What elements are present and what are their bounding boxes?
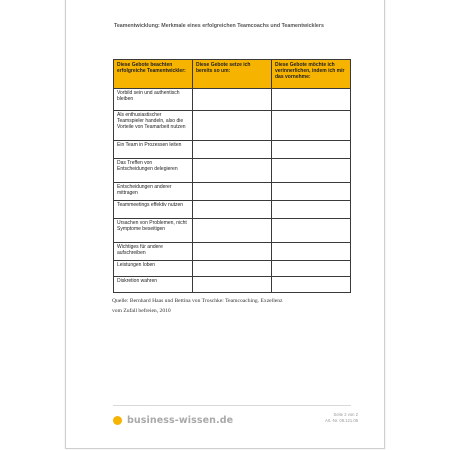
column-header-vornehmen: Diese Gebote möchte ich verinnerlichen, indem ich mir das vornehme: <box>272 60 351 89</box>
table-header-row <box>114 60 351 89</box>
business-wissen-logo <box>113 413 233 427</box>
vornehmen-cell <box>272 218 351 242</box>
vornehmen-cell <box>272 88 351 110</box>
table-row <box>114 260 351 276</box>
vornehmen-cell <box>272 260 351 276</box>
gebot-cell: Entscheidungen anderer mittragen <box>114 182 193 200</box>
bereits-cell <box>193 110 272 140</box>
footer-info <box>325 412 358 424</box>
vornehmen-cell <box>272 140 351 158</box>
gebote-table <box>113 59 351 293</box>
table-row <box>114 158 351 182</box>
source-line-1: Quelle: Bernhard Haas und Bettina von Troschke: Teamcoaching. Exzellenz <box>112 298 283 304</box>
source-citation <box>112 296 352 316</box>
gebot-cell: Ursachen von Problemen, nicht Symptome beseitigen <box>114 218 193 242</box>
gebot-cell: Wichtiges für andere aufschreiben <box>114 242 193 260</box>
gebot-cell: Diskretion wahren <box>114 276 193 292</box>
gebot-cell: Teammeetings effektiv nutzen <box>114 200 193 218</box>
bereits-cell <box>193 158 272 182</box>
bereits-cell <box>193 276 272 292</box>
vornehmen-cell <box>272 242 351 260</box>
page-number: Seite 2 von 2 <box>333 412 358 417</box>
footer-divider <box>113 405 351 406</box>
gebot-cell: Ein Team in Prozessen leiten <box>114 140 193 158</box>
bereits-cell <box>193 242 272 260</box>
bereits-cell <box>193 182 272 200</box>
bereits-cell <box>193 88 272 110</box>
table-row <box>114 110 351 140</box>
gebot-cell: Als enthusiastischer Teamspieler handeln, also die Vorteile von Teamarbeit nutzen <box>114 110 193 140</box>
document-page <box>65 0 385 449</box>
vornehmen-cell <box>272 276 351 292</box>
bereits-cell <box>193 260 272 276</box>
gebot-cell: Vorbild sein und authentisch bleiben <box>114 88 193 110</box>
logo-text: business-wissen.de <box>127 414 234 426</box>
column-header-bereits: Diese Gebote setze ich bereits so um: <box>193 60 272 89</box>
table-row <box>114 140 351 158</box>
table-row <box>114 200 351 218</box>
bereits-cell <box>193 200 272 218</box>
article-number: Art.-Nr. 08.121.08 <box>324 418 358 423</box>
table-body <box>114 88 351 292</box>
document-title: Teamentwicklung: Merkmale eines erfolgreichen Teamcoachs und Teamentwicklers <box>114 23 324 29</box>
table-row <box>114 88 351 110</box>
source-line-2: vom Zufall befreien, 2010 <box>112 308 171 314</box>
table-row <box>114 276 351 292</box>
bereits-cell <box>193 218 272 242</box>
vornehmen-cell <box>272 200 351 218</box>
vornehmen-cell <box>272 182 351 200</box>
logo-dot-icon <box>113 416 122 425</box>
table-row <box>114 242 351 260</box>
vornehmen-cell <box>272 110 351 140</box>
vornehmen-cell <box>272 158 351 182</box>
bereits-cell <box>193 140 272 158</box>
table-row <box>114 218 351 242</box>
column-header-gebote: Diese Gebote beachten erfolgreiche Teamentwickler: <box>114 60 193 89</box>
table-row <box>114 182 351 200</box>
gebot-cell: Leistungen loben <box>114 260 193 276</box>
gebot-cell: Das Treffen von Entscheidungen delegieren <box>114 158 193 182</box>
